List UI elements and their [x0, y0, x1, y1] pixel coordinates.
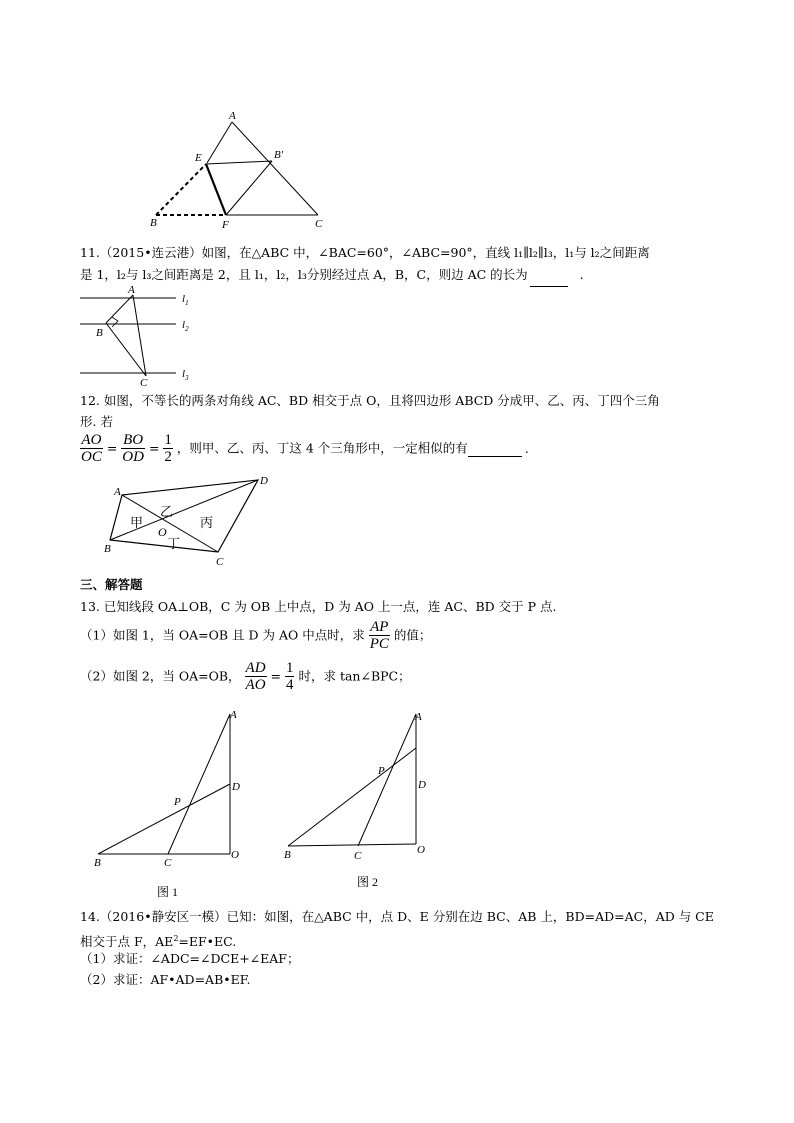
segment-bd [288, 748, 416, 846]
label-b: B [284, 849, 291, 861]
segment-ac [168, 714, 230, 854]
segment-ac [358, 714, 416, 846]
label-bing: 丙 [200, 515, 214, 530]
q12-line3-tail: ，则甲、乙、丙、丁这 4 个三角形中，一定相似的有 [176, 440, 468, 456]
section-title: 三、解答题 [80, 577, 143, 592]
label-o: O [231, 849, 239, 861]
q12-line1: 12. 如图，不等长的两条对角线 AC、BD 相交于点 O，且将四边形 ABCD 分成甲、乙、丙、丁四个三角 [80, 393, 660, 408]
label-a: A [128, 284, 135, 296]
label-ding: 丁 [167, 536, 181, 551]
side-ac [133, 295, 146, 376]
q13-frac-ad-ao: $\frac{AD}{AO}$ [245, 660, 266, 693]
side-ab [98, 714, 230, 854]
segment-eb-prime [206, 161, 272, 164]
label-c: C [164, 857, 172, 869]
label-p: P [378, 765, 385, 777]
label-d: D [418, 779, 426, 791]
side-bo [288, 844, 416, 846]
figure-q10 [140, 108, 340, 233]
q14-part2: （2）求证：AF•AD=AB•EF. [80, 972, 251, 987]
q11-answer-blank[interactable] [530, 264, 568, 287]
label-b: B [96, 327, 103, 339]
q14-part1: （1）求证：∠ADC=∠DCE+∠EAF； [80, 951, 300, 966]
side-bc [106, 323, 146, 376]
label-l3: $l_3$ [182, 368, 189, 382]
caption: 图 1 [157, 885, 179, 899]
label-jia: 甲 [130, 515, 144, 530]
label-b-prime: B' [274, 149, 284, 161]
side-ab [106, 295, 133, 323]
q12-line2: 形. 若 [80, 414, 113, 429]
label-c: C [140, 377, 148, 388]
label-a: A [114, 486, 121, 498]
q13-line1: 13. 已知线段 OA⊥OB，C 为 OB 上中点，D 为 AO 上一点，连 AC、BD 交于 P 点. [80, 599, 557, 614]
label-d: D [260, 475, 268, 487]
diagonal-bd [110, 480, 258, 540]
segment-ac [232, 122, 318, 215]
label-c: C [354, 850, 362, 862]
q13-part1: （1）如图 1，当 OA=OB 且 D 为 AO 中点时，求 $\frac{AP}{PC}$ 的值； [80, 619, 432, 652]
q14-line2: 相交于点 F，$AE^2=EF•EC$. [80, 934, 237, 950]
segment-ab-upper [207, 122, 232, 163]
caption: 图 2 [357, 875, 379, 889]
figure-q11 [78, 283, 203, 388]
q11-line2-end: . [579, 267, 584, 282]
q12-frac-bo-od: $\frac{BO}{OD}$ [122, 432, 144, 465]
label-b: B [94, 857, 101, 869]
segment-b-prime-f [226, 161, 272, 215]
q11-line1: 11.（2015•连云港）如图，在△ABC 中，∠BAC=60°，∠ABC=90°，直线 l₁∥l₂∥l₃，l₁与 l₂之间距离 [80, 245, 650, 260]
label-f: F [222, 219, 229, 231]
label-c: C [216, 556, 224, 568]
q12-line3: $\frac{AO}{OC}$ = $\frac{BO}{OD}$ = $\frac{1}{2}$ ，则甲、乙、丙、丁这 4 个三角形中，一定相似的有 . [81, 432, 529, 465]
q13-frac-1-4: $\frac{1}{4}$ [285, 660, 294, 693]
label-p: P [174, 796, 181, 808]
label-l1: $l_1$ [182, 293, 189, 307]
q11-line2-text: 是 1，l₂与 l₃之间距离是 2，且 l₁，l₂，l₃分别经过点 A，B，C，则边 AC 的长为 [80, 267, 528, 282]
label-o: O [417, 844, 425, 856]
right-angle-mark [112, 317, 118, 327]
label-a: A [229, 110, 236, 122]
figure-q12 [100, 470, 280, 570]
label-yi: 乙 [160, 504, 174, 519]
label-e: E [195, 152, 202, 164]
q14-line1: 14.（2016•静安区一模）已知：如图，在△ABC 中，点 D、E 分别在边 BC、AB 上，BD=AD=AC，AD 与 CE [80, 909, 714, 924]
label-o: O [158, 525, 167, 539]
q13-part2: （2）如图 2，当 OA=OB， $\frac{AD}{AO}$ = $\frac{1}{4}$ 时，求 tan∠BPC； [80, 660, 411, 693]
label-l2: $l_2$ [182, 319, 189, 333]
q12-frac-ao-oc: $\frac{AO}{OC}$ [81, 432, 102, 465]
label-b: B [150, 217, 157, 229]
label-a: A [415, 711, 422, 723]
figure-q13-1 [90, 706, 260, 906]
label-b: B [104, 543, 111, 555]
label-a: A [230, 709, 237, 721]
q12-answer-blank[interactable] [468, 440, 522, 457]
q12-frac-1-2: $\frac{1}{2}$ [164, 432, 172, 465]
segment-bd [98, 784, 230, 854]
label-c: C [315, 218, 323, 230]
q13-frac-ap-pc: $\frac{AP}{PC}$ [369, 619, 389, 652]
dashed-be [156, 164, 206, 215]
label-d: D [232, 781, 240, 793]
segment-ef [206, 164, 226, 215]
figure-q13-2 [280, 706, 440, 896]
